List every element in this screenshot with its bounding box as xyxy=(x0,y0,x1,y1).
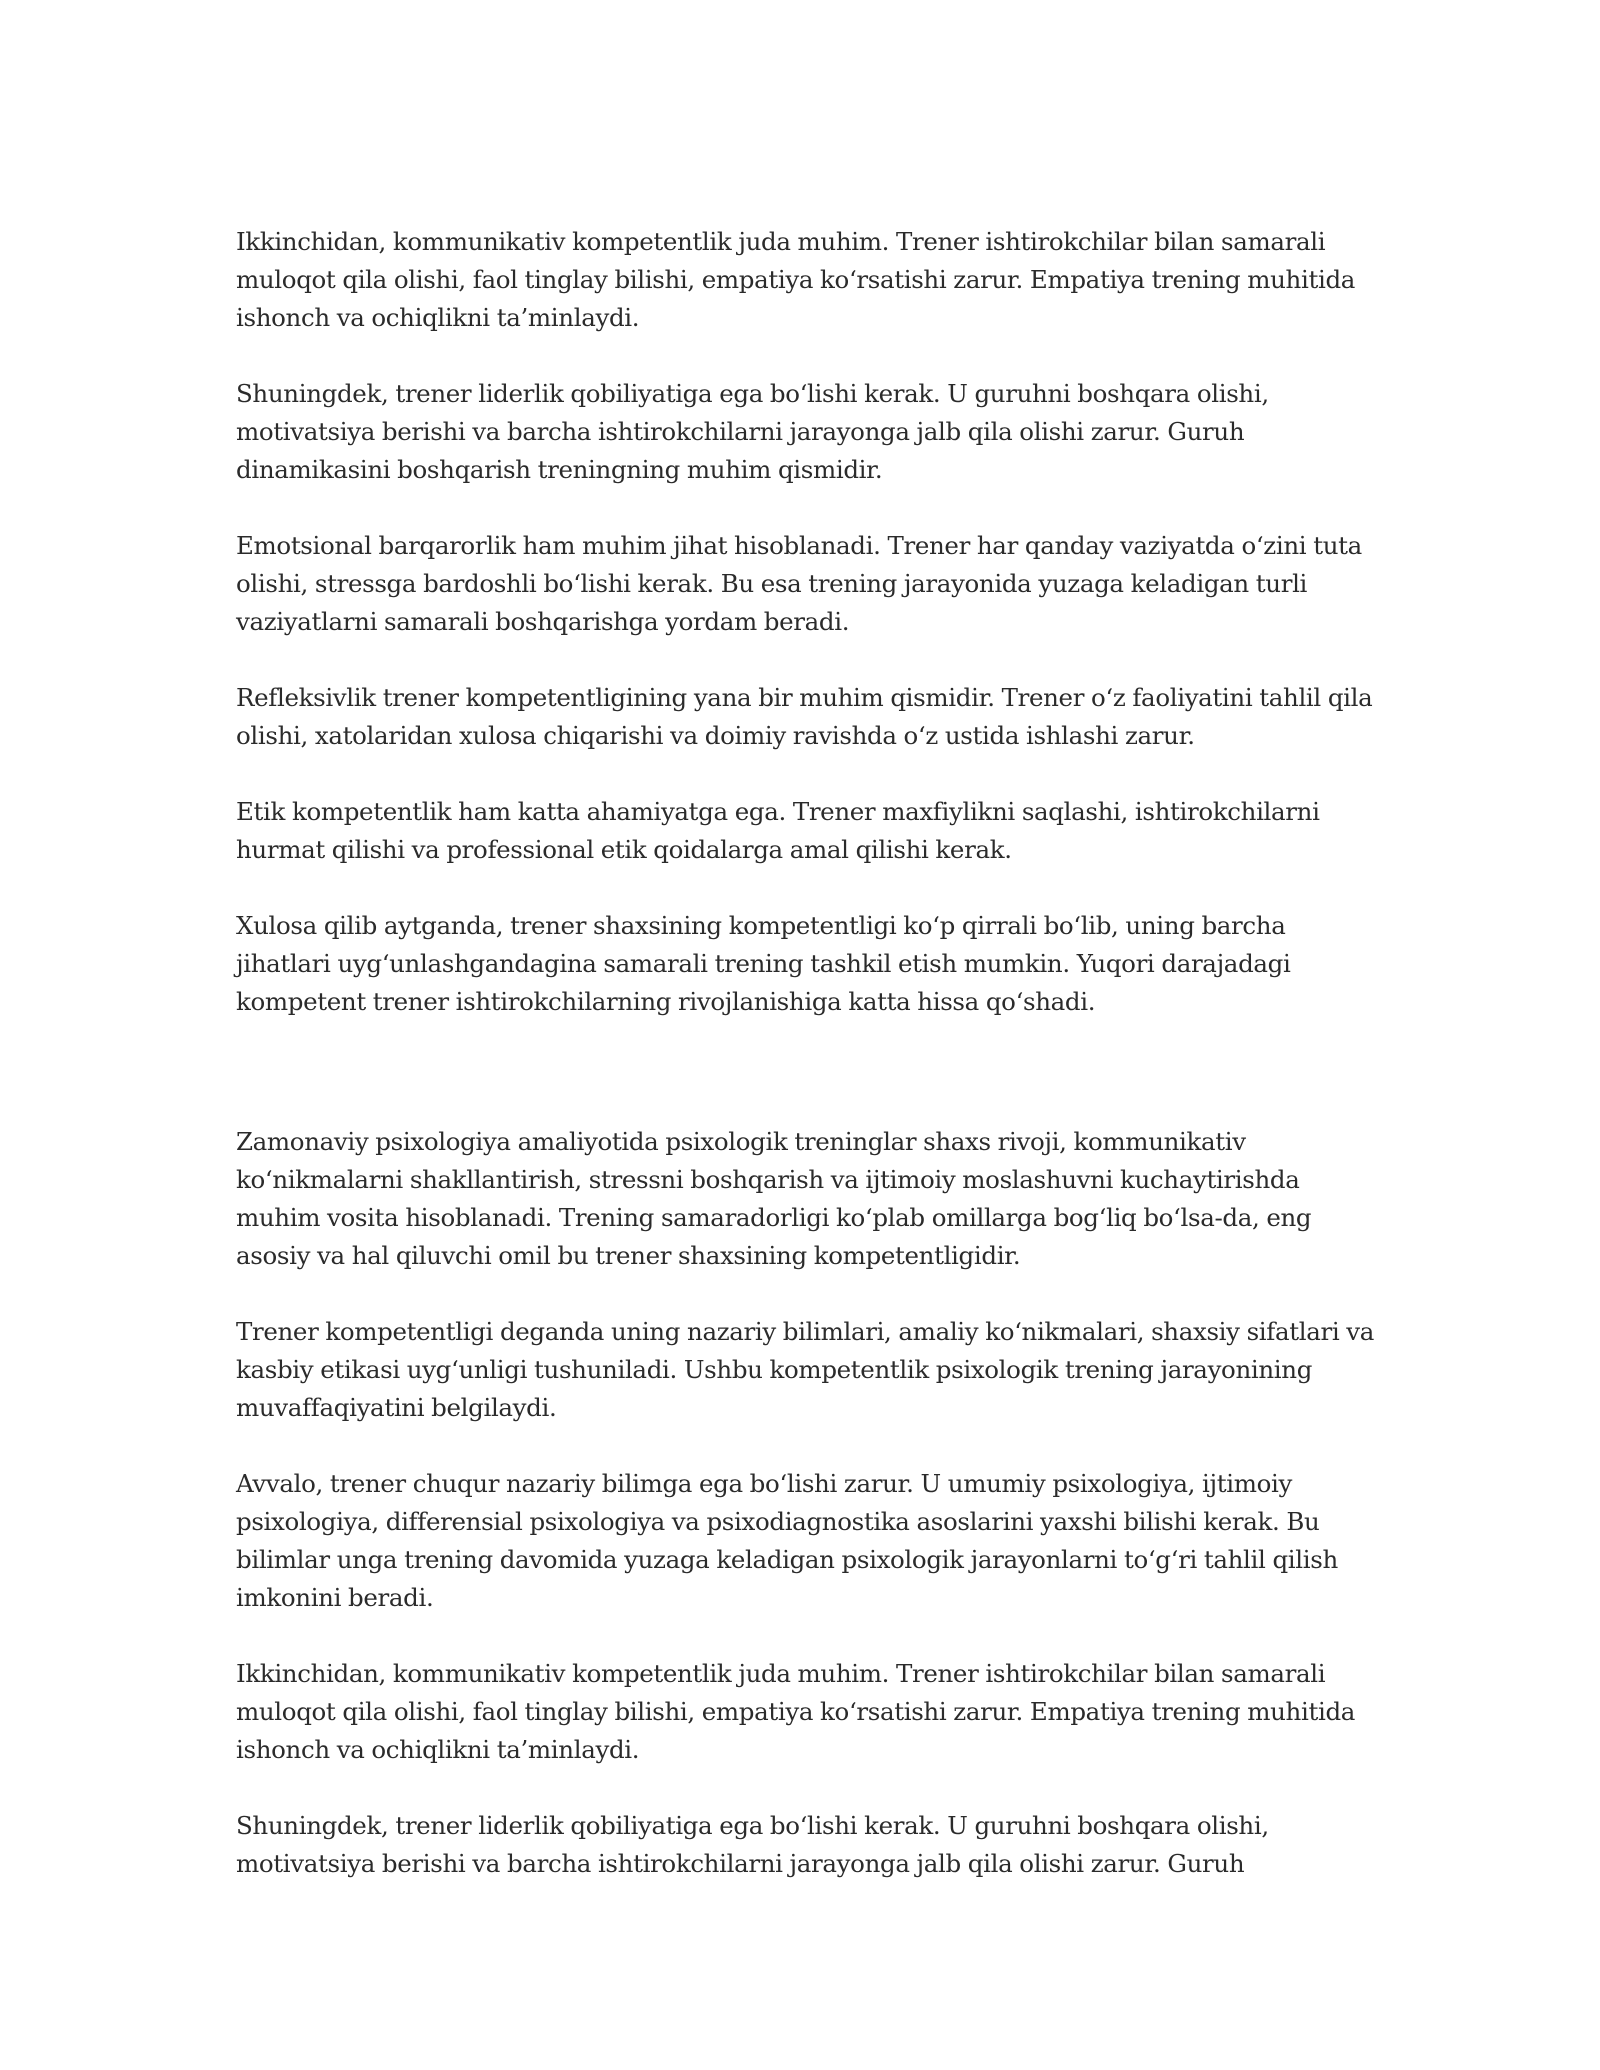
paragraph: Trener kompetentligi deganda uning nazariy bilimlari, amaliy ko‘nikmalari, shaxsiy sifatlari va kasbiy etikasi uyg‘unligi tushuniladi. Ushbu kompetentlik psixologik trening jarayonining muvaffaqiyatini belgilaydi. xyxy=(236,1317,1375,1422)
text-section-1 xyxy=(236,223,1386,1059)
paragraph: Shuningdek, trener liderlik qobiliyatiga ega bo‘lishi kerak. U guruhni boshqara olishi, motivatsiya berishi va barcha ishtirokchilarni jarayonga jalb qila olishi zarur. Guruh dinamikasini boshqarish treningning muhim qismidir. xyxy=(236,379,1269,484)
paragraph: Shuningdek, trener liderlik qobiliyatiga ega bo‘lishi kerak. U guruhni boshqara olishi, motivatsiya berishi va barcha ishtirokchilarni jarayonga jalb qila olishi zarur. Guruh xyxy=(236,1811,1269,1878)
paragraph: Zamonaviy psixologiya amaliyotida psixologik treninglar shaxs rivoji, kommunikativ ko‘nikmalarni shakllantirish, stressni boshqarish va ijtimoiy moslashuvni kuchaytirishda muhim vosita hisoblanadi. Trening samaradorligi ko‘plab omillarga bog‘liq bo‘lsa-da, eng asosiy va hal qiluvchi omil bu trener shaxsining kompetentligidir. xyxy=(236,1127,1312,1270)
text-section-2 xyxy=(236,1123,1386,1883)
paragraph: Ikkinchidan, kommunikativ kompetentlik juda muhim. Trener ishtirokchilar bilan samarali muloqot qila olishi, faol tinglay bilishi, empatiya ko‘rsatishi zarur. Empatiya trening muhitida ishonch va ochiqlikni ta’minlaydi. xyxy=(236,1659,1356,1764)
paragraph: Emotsional barqarorlik ham muhim jihat hisoblanadi. Trener har qanday vaziyatda o‘zini tuta olishi, stressga bardoshli bo‘lishi kerak. Bu esa trening jarayonida yuzaga keladigan turli vaziyatlarni samarali boshqarishga yordam beradi. xyxy=(236,531,1362,636)
paragraph: Xulosa qilib aytganda, trener shaxsining kompetentligi ko‘p qirrali bo‘lib, uning barcha jihatlari uyg‘unlashgandagina samarali trening tashkil etish mumkin. Yuqori darajadagi kompetent trener ishtirokchilarning rivojlanishiga katta hissa qo‘shadi. xyxy=(236,911,1291,1016)
paragraph: Refleksivlik trener kompetentligining yana bir muhim qismidir. Trener o‘z faoliyatini tahlil qila olishi, xatolaridan xulosa chiqarishi va doimiy ravishda o‘z ustida ishlashi zarur. xyxy=(236,683,1373,750)
paragraph: Ikkinchidan, kommunikativ kompetentlik juda muhim. Trener ishtirokchilar bilan samarali muloqot qila olishi, faol tinglay bilishi, empatiya ko‘rsatishi zarur. Empatiya trening muhitida ishonch va ochiqlikni ta’minlaydi. xyxy=(236,227,1356,332)
paragraph: Etik kompetentlik ham katta ahamiyatga ega. Trener maxfiylikni saqlashi, ishtirokchilarni hurmat qilishi va professional etik qoidalarga amal qilishi kerak. xyxy=(236,797,1320,864)
paragraph: Avvalo, trener chuqur nazariy bilimga ega bo‘lishi zarur. U umumiy psixologiya, ijtimoiy psixologiya, differensial psixologiya va psixodiagnostika asoslarini yaxshi bilishi kerak. Bu bilimlar unga trening davomida yuzaga keladigan psixologik jarayonlarni to‘g‘ri tahlil qilish imkonini beradi. xyxy=(236,1469,1338,1612)
